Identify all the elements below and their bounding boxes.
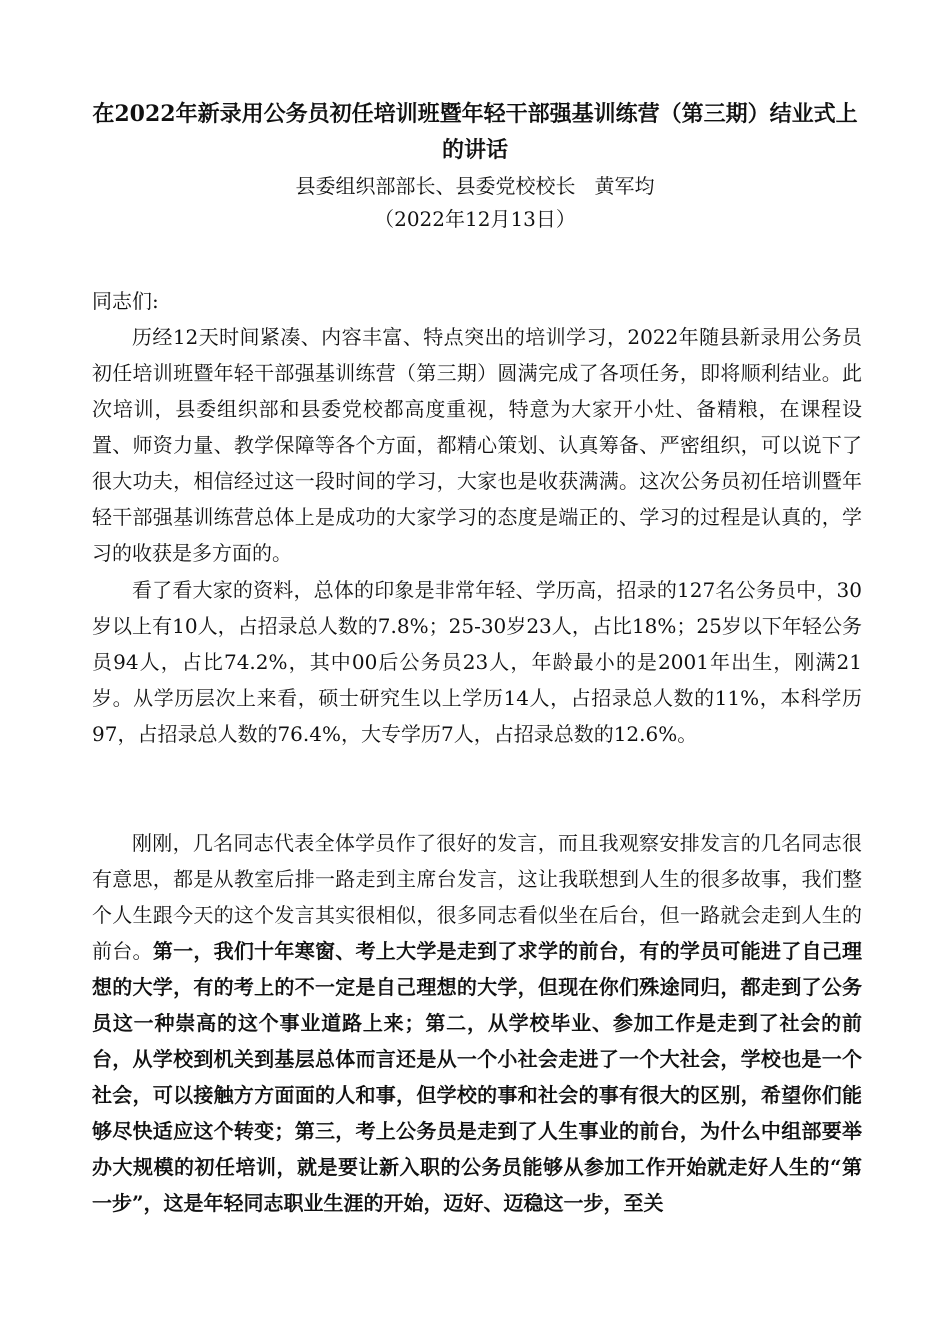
title-line-2: 的讲话 xyxy=(441,137,508,163)
paragraph-1: 历经12天时间紧凑、内容丰富、特点突出的培训学习，2022年随县新录用公务员初任培训班暨年轻干部强基训练营（第三期）圆满完成了各项任务，即将顺利结业。此次培训，县委组织部和县委党校都高度重视，特意为大家开小灶、备精粮，在课程设置、师资力量、教学保障等各个方面，都精心策划、认真筹备、严密组织，可以说下了很大功夫，相信经过这一段时间的学习，大家也是收获满满。这次公务员初任培训暨年轻干部强基训练营总体上是成功的大家学习的态度是端正的、学习的过程是认真的，学习的收获是多方面的。 xyxy=(92,325,862,565)
paragraph-3-bold-text: 第一，我们十年寒窗、考上大学是走到了求学的前台，有的学员可能进了自己理想的大学，有的考上的不一定是自己理想的大学，但现在你们殊途同归，都走到了公务员这一种崇高的这个事业道路上来；第二，从学校毕业、参加工作是走到了社会的前台，从学校到机关到基层总体而言还是从一个小社会走进了一个大社会，学校也是一个社会，可以接触方方面面的人和事，但学校的事和社会的事有很大的区别，希望你们能够尽快适应这个转变；第三，考上公务员是走到了人生事业的前台，为什么中组部要举办大规模的初任培训，就是要让新入职的公务员能够从参加工作开始就走好人生的“第一步”，这是年轻同志职业生涯的开始，迈好、迈稳这一步，至关 xyxy=(92,939,863,1215)
greeting: 同志们: xyxy=(92,289,159,313)
speech-date: （2022年12月13日） xyxy=(374,207,576,231)
title-line-1: 在2022年新录用公务员初任培训班暨年轻干部强基训练营（第三期）结业式上 xyxy=(92,101,858,127)
paragraph-3-text: 刚刚，几名同志代表全体学员作了很好的发言，而且我观察安排发言的几名同志很有意思，都是从教室后排一路走到主席台发言，这让我联想到人生的很多故事，我们整个人生跟今天的这个发言其实很相似，很多同志看似坐在后台，但一路就会走到人生的前台。 xyxy=(92,831,862,963)
author-byline: 县委组织部部长、县委党校校长 黄军均 xyxy=(295,174,655,198)
paragraph-3 xyxy=(92,825,862,1221)
paragraph-2: 看了看大家的资料，总体的印象是非常年轻、学历高，招录的127名公务员中，30岁以上有10人，占招录总人数的7.8%；25-30岁23人，占比18%；25岁以下年轻公务员94人，占比74.2%，其中00后公务员23人，年龄最小的是2001年出生，刚满21岁。从学历层次上来看，硕士研究生以上学历14人，占招录总人数的11%，本科学历97，占招录总人数的76.4%，大专学历7人，占招录总数的12.6%。 xyxy=(92,578,862,746)
